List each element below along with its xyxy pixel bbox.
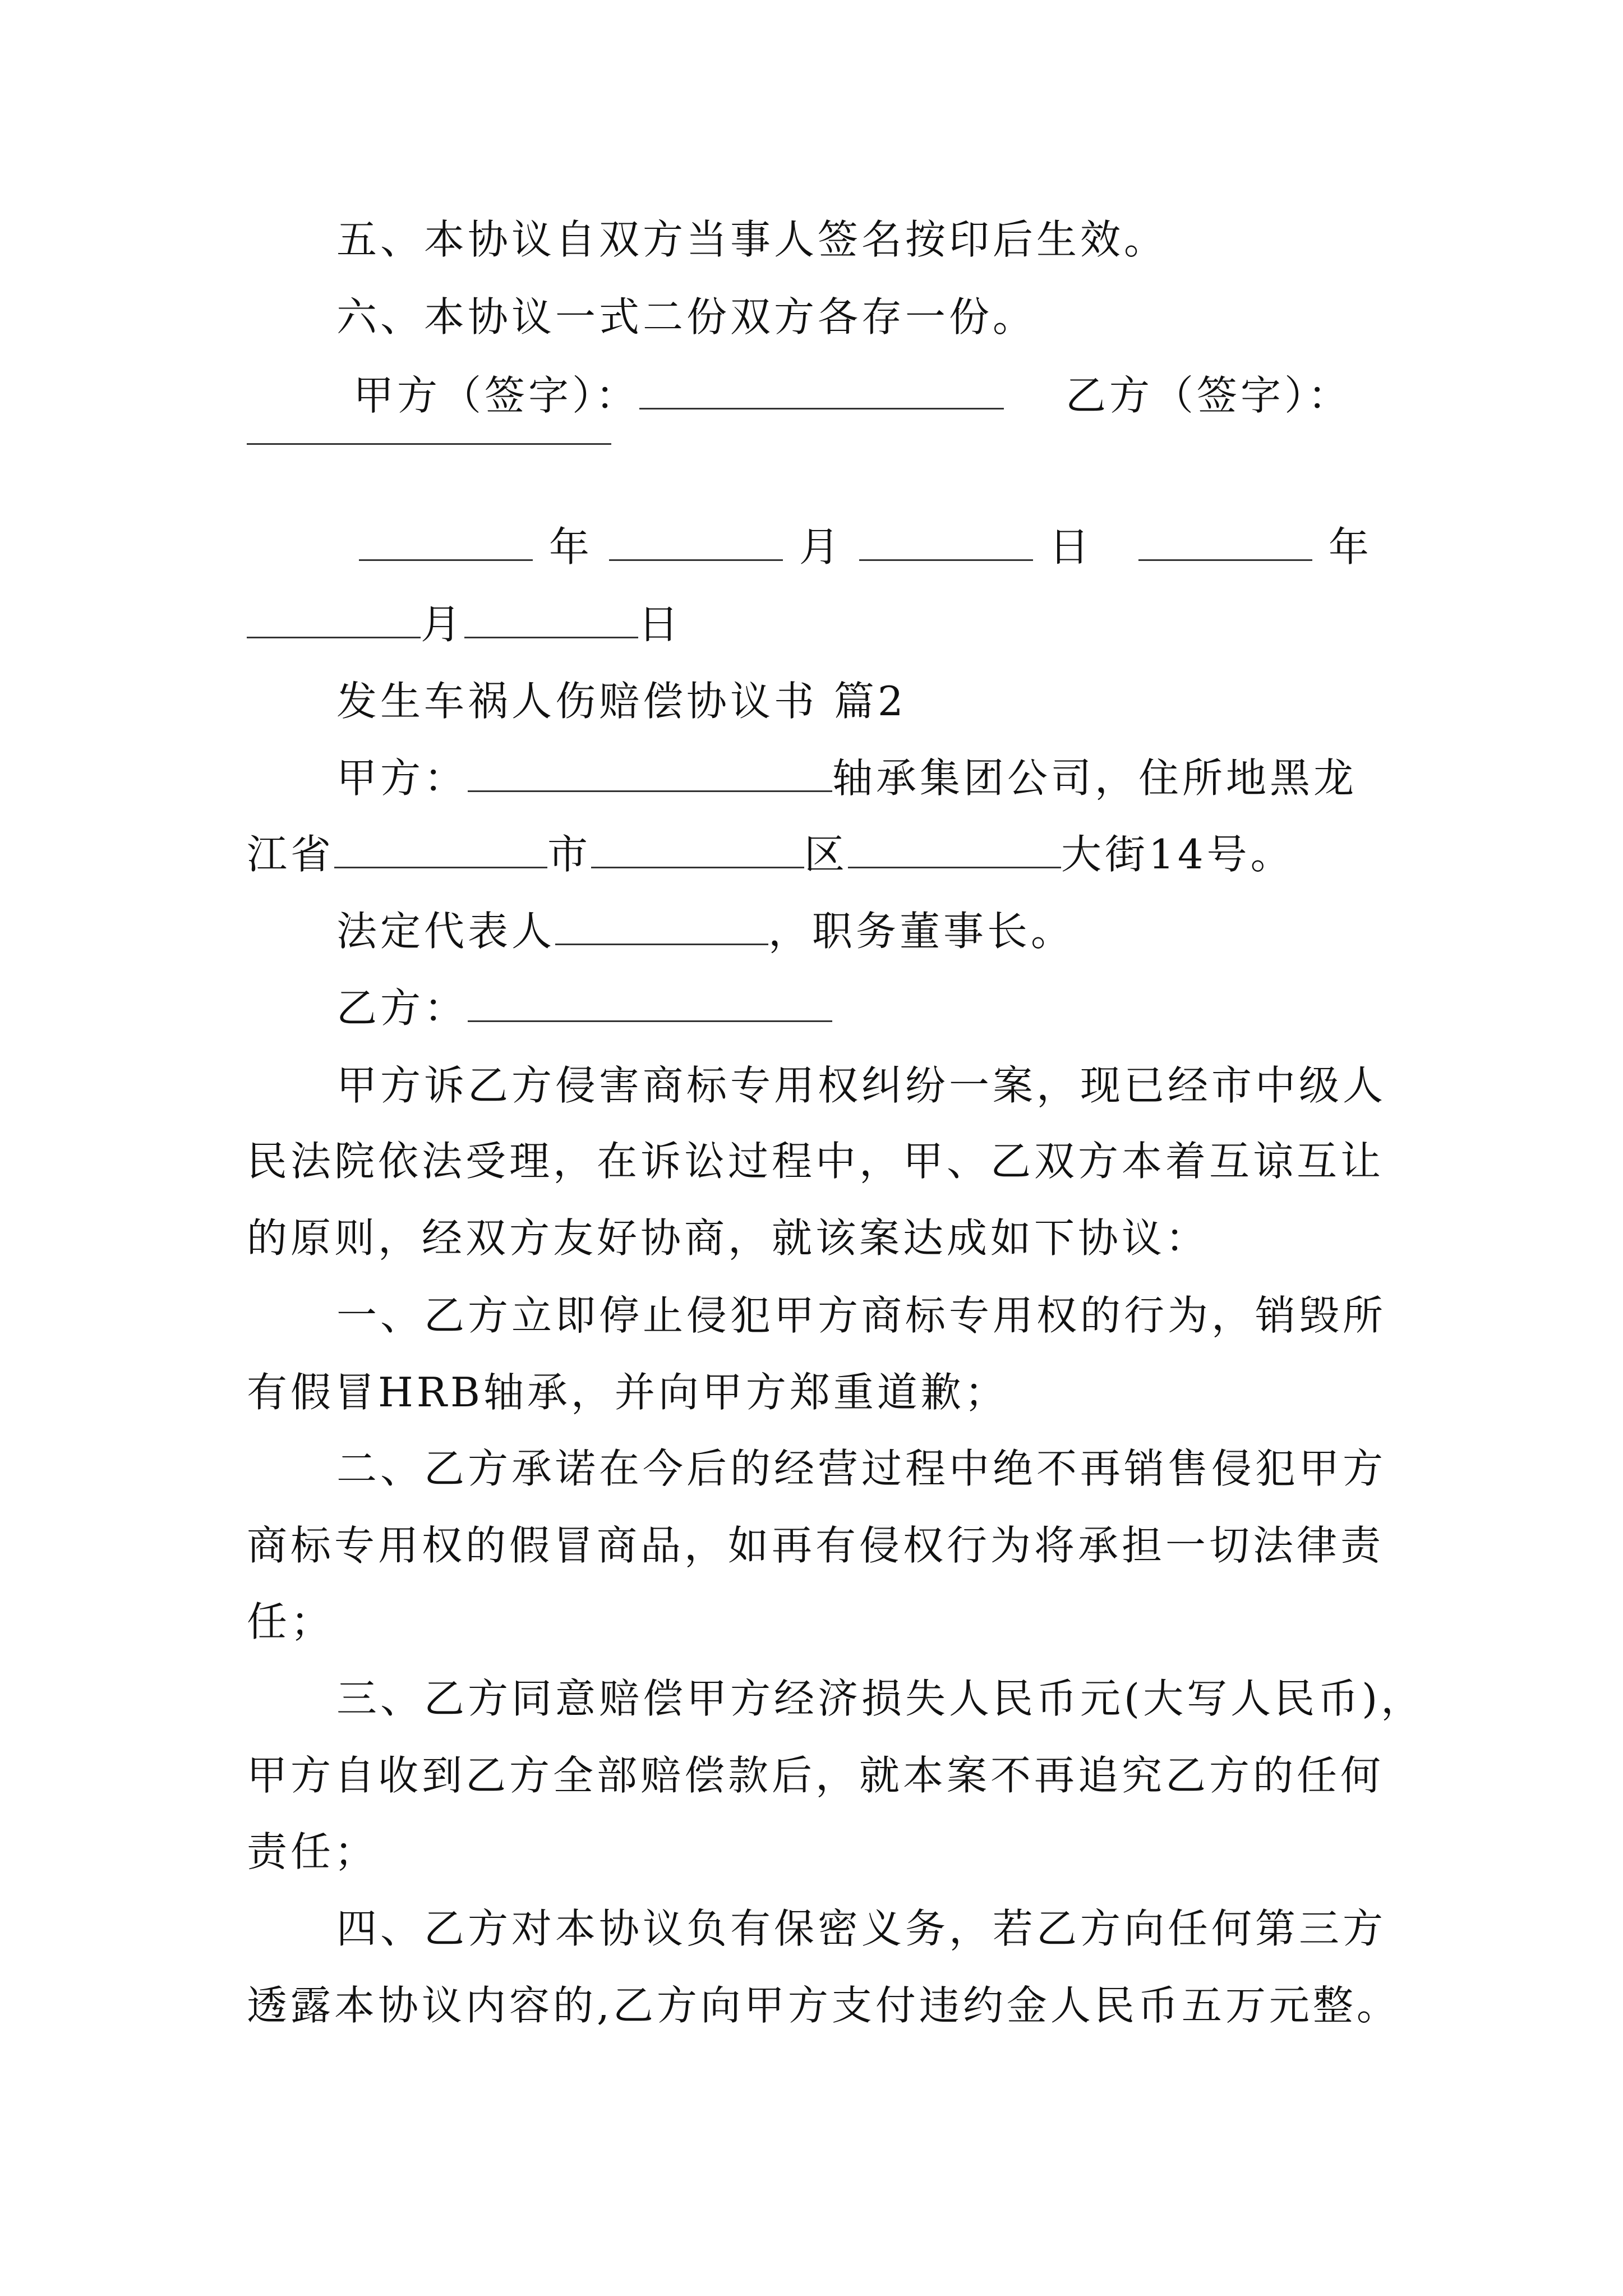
day-label-b: 日 (638, 601, 683, 648)
signature-party-a-label: 甲方（签字）： (353, 372, 640, 419)
item-three-line-2: 甲方自收到乙方全部赔偿款后，就本案不再追究乙方的任何 (247, 1752, 1385, 1799)
signature-party-b-label: 乙方（签字）： (1066, 372, 1352, 419)
section-title: 发生车祸人伤赔偿协议书 篇2 (336, 678, 907, 725)
month-blank-b (247, 601, 421, 638)
address-street: 大街14号。 (1061, 831, 1294, 878)
date-line-b (247, 599, 682, 650)
party-b-line (336, 983, 832, 1033)
legal-rep-line (336, 906, 1075, 956)
month-label-b: 月 (421, 601, 465, 648)
item-four-line-2: 透露本协议内容的,乙方向甲方支付违约金人民币五万元整。 (247, 1982, 1400, 2029)
address-district: 区 (804, 831, 849, 878)
legal-rep-blank (555, 908, 768, 945)
intro-line-2: 民法院依法受理，在诉讼过程中，甲、乙双方本着互谅互让 (247, 1138, 1385, 1185)
item-four-line-1: 四、乙方对本协议负有保密义务，若乙方向任何第三方 (336, 1905, 1387, 1952)
party-a-company: 轴承集团公司，住所地黑龙 (832, 754, 1358, 802)
clause-five: 五、本协议自双方当事人签名按印后生效。 (336, 216, 1168, 263)
item-two-line-2: 商标专用权的假冒商品，如再有侵权行为将承担一切法律责 (247, 1522, 1385, 1569)
party-a-line (336, 753, 1357, 803)
intro-line-3: 的原则，经双方友好协商，就该案达成如下协议： (247, 1214, 1210, 1262)
item-one-line-1: 一、乙方立即停止侵犯甲方商标专用权的行为，销毁所 (336, 1292, 1387, 1339)
month-blank (609, 523, 783, 561)
item-three-line-3: 责任； (247, 1828, 379, 1875)
address-province: 江省 (247, 831, 335, 878)
party-a-name-blank (468, 754, 832, 792)
clause-six: 六、本协议一式二份双方各存一份。 (336, 293, 1037, 341)
date-line-a (359, 522, 1093, 572)
signature-party-a-blank (639, 372, 1004, 409)
party-b-blank (468, 984, 832, 1022)
year-label-b: 年 (1328, 523, 1372, 570)
month-label: 月 (799, 523, 843, 570)
year-blank-b (1138, 523, 1312, 561)
day-label: 日 (1049, 523, 1093, 570)
day-blank-b (464, 601, 638, 638)
party-a-address-line (247, 829, 1294, 880)
item-two-line-3: 任； (247, 1598, 335, 1645)
legal-rep-title: ，职务董事长。 (768, 908, 1075, 955)
item-three-line-1: 三、乙方同意赔偿甲方经济损失人民币元(大写人民币)， (336, 1675, 1425, 1722)
district-blank (591, 831, 804, 868)
year-label: 年 (548, 523, 593, 570)
intro-line-1: 甲方诉乙方侵害商标专用权纠纷一案，现已经市中级人 (336, 1062, 1387, 1109)
year-blank (359, 523, 533, 561)
item-two-line-1: 二、乙方承诺在今后的经营过程中绝不再销售侵犯甲方 (336, 1445, 1387, 1492)
day-blank (859, 523, 1033, 561)
legal-rep-label: 法定代表人 (336, 908, 556, 955)
item-one-line-2: 有假冒HRB轴承，并向甲方郑重道歉； (247, 1369, 1008, 1416)
address-city: 市 (547, 831, 592, 878)
signature-party-b-blank (247, 443, 611, 445)
city-blank (334, 831, 547, 868)
signature-party-a (353, 370, 1004, 421)
street-blank (848, 831, 1061, 868)
party-b-label: 乙方： (336, 984, 468, 1032)
party-a-label: 甲方： (336, 754, 468, 802)
date-line-b-year (1138, 522, 1372, 572)
